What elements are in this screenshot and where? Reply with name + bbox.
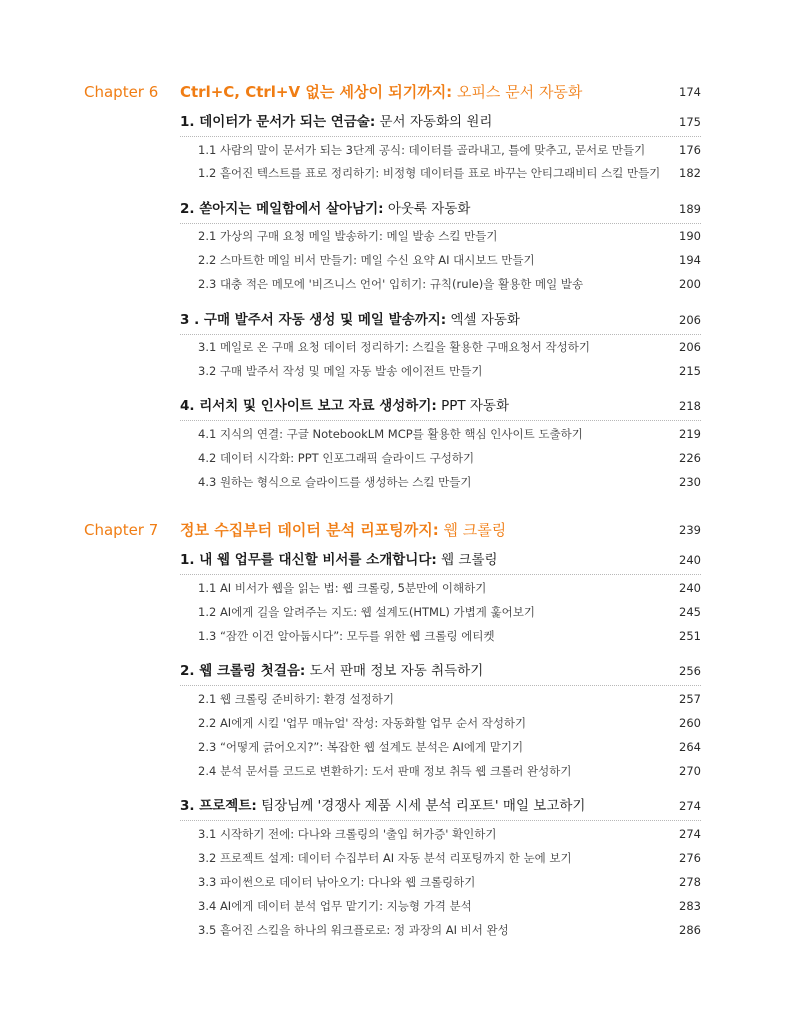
item-title: 2.1 웹 크롤링 준비하기: 환경 설정하기 <box>198 692 394 706</box>
section-divider <box>180 420 701 421</box>
section-title <box>180 308 520 332</box>
page-number: 174 <box>679 85 701 99</box>
item-title: 3.2 프로젝트 설계: 데이터 수집부터 AI 자동 분석 리포팅까지 한 눈에 보기 <box>198 851 572 865</box>
section-title-bold: 3. 프로젝트: <box>180 798 257 814</box>
toc-item <box>0 359 785 383</box>
section-title <box>180 394 509 418</box>
toc-item <box>0 576 785 600</box>
page-number: 182 <box>679 166 701 180</box>
item-title: 2.2 AI에게 시킬 '업무 매뉴얼' 작성: 자동화할 업무 순서 작성하기 <box>198 716 527 730</box>
page-number: 219 <box>679 427 701 441</box>
toc-item <box>0 470 785 494</box>
section-title-rest: 팀장님께 '경쟁사 제품 시세 분석 리포트' 매일 보고하기 <box>256 798 586 814</box>
page-number: 206 <box>679 340 701 354</box>
section-title-rest: 도서 판매 정보 자동 취득하기 <box>305 663 484 679</box>
item-title: 1.2 AI에게 길을 알려주는 지도: 웹 설계도(HTML) 가볍게 훑어보기 <box>198 605 535 619</box>
section-title-rest: 아웃룩 자동화 <box>383 201 471 217</box>
page-number: 270 <box>679 764 701 778</box>
toc-item <box>0 687 785 711</box>
chapter-title-rest: 오피스 문서 자동화 <box>452 83 583 101</box>
chapter-7-heading <box>0 518 785 542</box>
page-number: 200 <box>679 277 701 291</box>
section-title-bold: 4. 리서치 및 인사이트 보고 자료 생성하기: <box>180 398 437 414</box>
section-heading <box>0 794 785 818</box>
toc-item <box>0 759 785 783</box>
page-number: 264 <box>679 740 701 754</box>
page-number: 278 <box>679 875 701 889</box>
page-number: 190 <box>679 229 701 243</box>
page-number: 176 <box>679 143 701 157</box>
toc-item <box>0 272 785 296</box>
toc-item <box>0 161 785 185</box>
toc-item <box>0 422 785 446</box>
page-number: 226 <box>679 451 701 465</box>
section-heading <box>0 110 785 134</box>
chapter-title <box>180 80 582 104</box>
chapter-title-bold: 정보 수집부터 데이터 분석 리포팅까지: <box>180 521 439 539</box>
item-title: 1.2 흩어진 텍스트를 표로 정리하기: 비정형 데이터를 표로 바꾸는 안티그래비티 스킬 만들기 <box>198 166 661 180</box>
toc-item <box>0 224 785 248</box>
toc-item <box>0 822 785 846</box>
item-title: 3.4 AI에게 데이터 분석 업무 맡기기: 지능형 가격 분석 <box>198 899 472 913</box>
page-number: 257 <box>679 692 701 706</box>
page-number: 189 <box>679 202 701 216</box>
section-title-bold: 2. 웹 크롤링 첫걸음: <box>180 663 306 679</box>
page-number: 194 <box>679 253 701 267</box>
toc-item <box>0 600 785 624</box>
section-title-rest: 웹 크롤링 <box>436 552 498 568</box>
page-number: 256 <box>679 664 701 678</box>
section-heading <box>0 659 785 683</box>
item-title: 2.3 “어떻게 긁어오지?”: 복잡한 웹 설계도 분석은 AI에게 맡기기 <box>198 740 524 754</box>
page-number: 251 <box>679 629 701 643</box>
page-number: 274 <box>679 827 701 841</box>
toc-item <box>0 624 785 648</box>
toc-item <box>0 894 785 918</box>
toc-item <box>0 870 785 894</box>
page-number: 286 <box>679 923 701 937</box>
toc-item <box>0 335 785 359</box>
item-title: 3.3 파이썬으로 데이터 낚아오기: 다나와 웹 크롤링하기 <box>198 875 476 889</box>
page-number: 283 <box>679 899 701 913</box>
chapter-title-rest: 웹 크롤링 <box>438 521 507 539</box>
section-divider <box>180 574 701 575</box>
section-heading <box>0 548 785 572</box>
section-title <box>180 548 498 572</box>
page-number: 175 <box>679 115 701 129</box>
page-number: 240 <box>679 553 701 567</box>
chapter-label: Chapter 7 <box>84 521 159 539</box>
page-number: 274 <box>679 799 701 813</box>
section-divider <box>180 820 701 821</box>
toc-item <box>0 248 785 272</box>
section-title-bold: 1. 내 웹 업무를 대신할 비서를 소개합니다: <box>180 552 437 568</box>
page-number: 206 <box>679 313 701 327</box>
item-title: 2.4 분석 문서를 코드로 변환하기: 도서 판매 정보 취득 웹 크롤러 완성하기 <box>198 764 572 778</box>
section-heading <box>0 394 785 418</box>
chapter-title <box>180 518 506 542</box>
toc-item <box>0 735 785 759</box>
item-title: 4.2 데이터 시각화: PPT 인포그래픽 슬라이드 구성하기 <box>198 451 475 465</box>
page-number: 239 <box>679 523 701 537</box>
section-title <box>180 110 492 134</box>
page-number: 218 <box>679 399 701 413</box>
item-title: 2.2 스마트한 메일 비서 만들기: 메일 수신 요약 AI 대시보드 만들기 <box>198 253 535 267</box>
section-title-rest: 문서 자동화의 원리 <box>375 114 493 130</box>
item-title: 3.5 흩어진 스킬을 하나의 워크플로로: 정 과장의 AI 비서 완성 <box>198 923 509 937</box>
page-number: 260 <box>679 716 701 730</box>
item-title: 3.1 시작하기 전에: 다나와 크롤링의 '출입 허가증' 확인하기 <box>198 827 497 841</box>
section-title-bold: 2. 쏟아지는 메일함에서 살아남기: <box>180 201 384 217</box>
section-title-bold: 1. 데이터가 문서가 되는 연금술: <box>180 114 376 130</box>
toc-item <box>0 138 785 162</box>
section-divider <box>180 685 701 686</box>
chapter-6-heading <box>0 80 785 104</box>
toc-item <box>0 446 785 470</box>
toc-item <box>0 918 785 942</box>
section-title <box>180 794 585 818</box>
page-number: 245 <box>679 605 701 619</box>
section-divider <box>180 136 701 137</box>
section-title <box>180 197 470 221</box>
page-number: 240 <box>679 581 701 595</box>
section-heading <box>0 308 785 332</box>
toc-item <box>0 711 785 735</box>
item-title: 4.1 지식의 연결: 구글 NotebookLM MCP를 활용한 핵심 인사이트 도출하기 <box>198 427 583 441</box>
section-heading <box>0 197 785 221</box>
section-title <box>180 659 483 683</box>
item-title: 3.2 구매 발주서 작성 및 메일 자동 발송 에이전트 만들기 <box>198 364 483 378</box>
section-title-rest: PPT 자동화 <box>436 398 510 414</box>
item-title: 2.1 가상의 구매 요청 메일 발송하기: 메일 발송 스킬 만들기 <box>198 229 498 243</box>
toc-item <box>0 846 785 870</box>
item-title: 1.1 AI 비서가 웹을 읽는 법: 웹 크롤링, 5분만에 이해하기 <box>198 581 487 595</box>
chapter-title-bold: Ctrl+C, Ctrl+V 없는 세상이 되기까지: <box>180 83 453 101</box>
page-number: 215 <box>679 364 701 378</box>
page-number: 276 <box>679 851 701 865</box>
item-title: 3.1 메일로 온 구매 요청 데이터 정리하기: 스킬을 활용한 구매요청서 작성하기 <box>198 340 590 354</box>
section-title-rest: 엑셀 자동화 <box>446 312 520 328</box>
chapter-label: Chapter 6 <box>84 83 159 101</box>
item-title: 1.1 사람의 말이 문서가 되는 3단계 공식: 데이터를 골라내고, 틀에 맞추고, 문서로 만들기 <box>198 143 646 157</box>
item-title: 1.3 “잠깐 이건 알아둡시다”: 모두를 위한 웹 크롤링 에티켓 <box>198 629 495 643</box>
section-title-bold: 3 . 구매 발주서 자동 생성 및 메일 발송까지: <box>180 312 447 328</box>
item-title: 2.3 대충 적은 메모에 '비즈니스 언어' 입히기: 규칙(rule)을 활용한 메일 발송 <box>198 277 584 291</box>
page-number: 230 <box>679 475 701 489</box>
item-title: 4.3 원하는 형식으로 슬라이드를 생성하는 스킬 만들기 <box>198 475 472 489</box>
